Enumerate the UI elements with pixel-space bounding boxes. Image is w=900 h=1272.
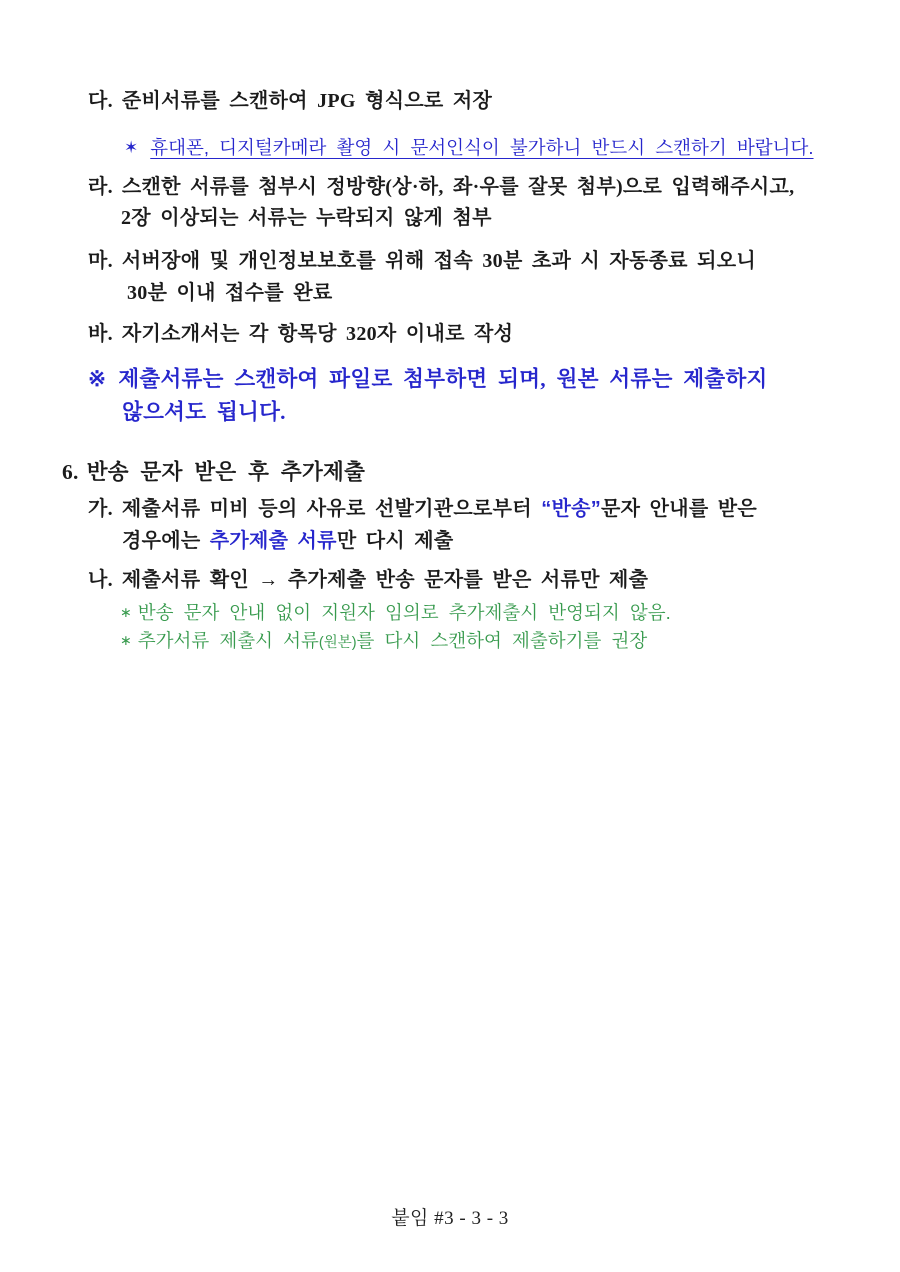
item-ga-text2-pre: 경우에는 [122,530,210,552]
footer-text: 붙임 #3 - 3 - 3 [391,1208,509,1229]
item-ma-label: 마. [88,250,113,272]
item-ga-highlight-resubmit: 추가제출 서류 [209,530,337,552]
item-ba [88,322,513,347]
item-da [88,89,492,114]
item-na-text: 제출서류 확인 → 추가제출 반송 문자를 받은 서류만 제출 [121,569,649,591]
green-note-2 [120,629,647,652]
asterisk-icon: ∗ [120,632,132,648]
item-ma-line2 [127,281,332,306]
section-6-heading [62,459,365,486]
asterisk-icon: ✶ [124,138,139,157]
notice-text1: 제출서류는 스캔하여 파일로 첨부하면 되며, 원본 서류는 제출하지 [118,367,768,391]
item-ga-text1-pre: 제출서류 미비 등의 사유로 선발기관으로부터 [121,498,542,520]
item-da-text: 준비서류를 스캔하여 JPG 형식으로 저장 [121,90,493,112]
notice-line1 [88,366,768,393]
item-ga-text2-post: 만 다시 제출 [336,530,454,552]
section-6-title: 반송 문자 받은 후 추가제출 [86,460,366,484]
reference-mark-icon: ※ [88,367,107,391]
item-ra-label: 라. [88,176,113,198]
item-ma-text2: 30분 이내 접수를 완료 [127,282,333,304]
green-note-1-text: 반송 문자 안내 없이 지원자 임의로 추가제출시 반영되지 않음. [137,602,671,623]
green-note-1 [120,601,671,624]
item-ga-line2 [122,529,454,554]
item-ma-text1: 서버장애 및 개인정보보호를 위해 접속 30분 초과 시 자동종료 되오니 [121,250,756,272]
item-ba-text: 자기소개서는 각 항목당 320자 이내로 작성 [121,323,514,345]
green-note-2-post: 를 다시 스캔하여 제출하기를 권장 [356,630,648,651]
page-footer [0,1203,900,1230]
item-ra-line2 [121,206,492,231]
scan-warning-note [124,136,814,159]
item-ra-text1: 스캔한 서류를 첨부시 정방향(상·하, 좌·우를 잘못 첨부)으로 입력해주시고, [121,176,795,198]
section-6-number: 6. [62,460,79,484]
item-da-label: 다. [88,90,113,112]
item-ra-text2: 2장 이상되는 서류는 누락되지 않게 첨부 [121,207,492,229]
asterisk-icon: ∗ [120,604,132,620]
item-na [88,568,648,593]
item-ma-line1 [88,249,756,274]
item-na-label: 나. [88,569,113,591]
item-ga-highlight-bansong: “반송” [541,498,602,520]
item-ba-label: 바. [88,323,113,345]
notice-line2 [122,399,286,426]
item-ga-label: 가. [88,498,113,520]
item-ga-line1 [88,497,757,522]
green-note-2-pre: 추가서류 제출시 서류 [137,630,319,651]
item-ga-text1-post: 문자 안내를 받은 [601,498,757,520]
item-ra-line1 [88,175,794,200]
green-note-2-paren: (원본) [318,635,357,651]
scan-warning-text: 휴대폰, 디지털카메라 촬영 시 문서인식이 불가하니 반드시 스캔하기 바랍니다. [150,137,814,158]
notice-text2: 않으셔도 됩니다. [122,400,286,424]
